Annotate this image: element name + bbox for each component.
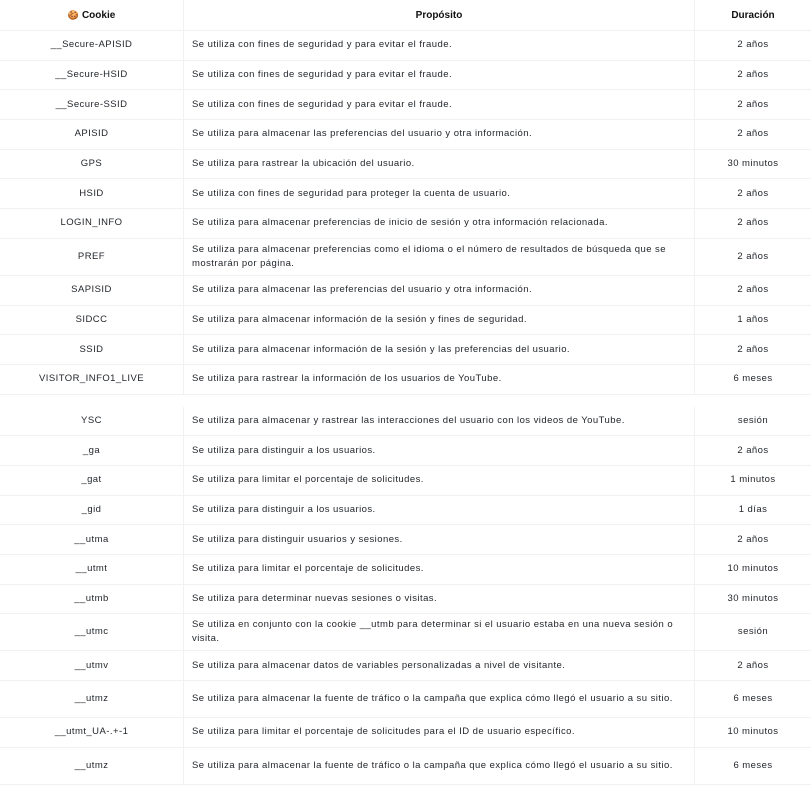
table-row	[0, 555, 811, 585]
cookie-duration: 2 años	[737, 69, 769, 81]
cookie-name: GPS	[80, 158, 103, 170]
header-purpose: Propósito	[183, 0, 695, 30]
cookie-purpose: Se utiliza para distinguir a los usuarios.	[183, 436, 695, 465]
cookie-duration: 2 años	[737, 128, 769, 140]
cookie-duration: sesión	[737, 626, 769, 638]
cookie-duration: 2 años	[737, 39, 769, 51]
table-row	[0, 436, 811, 466]
cookie-name: __utmt_UA-.+-1	[54, 726, 129, 738]
table-row	[0, 209, 811, 239]
cookie-purpose: Se utiliza en conjunto con la cookie __utmb para determinar si el usuario estaba en una nueva sesión o visita.	[183, 614, 695, 650]
cookie-purpose: Se utiliza para distinguir a los usuarios.	[183, 496, 695, 525]
table-row	[0, 150, 811, 180]
cookie-purpose: Se utiliza para almacenar la fuente de tráfico o la campaña que explica cómo llegó el usuario a su sitio.	[183, 748, 695, 784]
table-row	[0, 525, 811, 555]
cookie-duration: 2 años	[737, 659, 769, 671]
cookie-purpose: Se utiliza con fines de seguridad y para evitar el fraude.	[183, 61, 695, 90]
table-row	[0, 614, 811, 651]
cookie-duration: 6 meses	[733, 759, 773, 771]
cookie-purpose: Se utiliza con fines de seguridad y para evitar el fraude.	[183, 31, 695, 60]
table-row	[0, 681, 811, 718]
cookie-name: HSID	[79, 187, 104, 199]
table-body	[0, 31, 811, 785]
cookie-duration: 6 meses	[733, 693, 773, 705]
cookie-duration: 2 años	[737, 343, 769, 355]
cookie-duration: 2 años	[737, 187, 769, 199]
table-row	[0, 31, 811, 61]
cookie-duration: 2 años	[737, 444, 769, 456]
cookie-purpose: Se utiliza para almacenar datos de variables personalizadas a nivel de visitante.	[183, 651, 695, 680]
cookie-duration: sesión	[737, 414, 769, 426]
cookie-duration: 2 años	[737, 250, 769, 262]
cookie-duration: 10 minutos	[727, 563, 779, 575]
header-cookie: 🍪 Cookie	[67, 9, 116, 21]
cookie-duration: 1 años	[737, 313, 769, 325]
cookie-name: SAPISID	[71, 284, 112, 296]
cookie-purpose: Se utiliza para determinar nuevas sesiones o visitas.	[183, 585, 695, 614]
cookie-purpose: Se utiliza para almacenar las preferencias del usuario y otra información.	[183, 276, 695, 305]
table-row	[0, 239, 811, 276]
cookie-duration: 10 minutos	[727, 726, 779, 738]
table-row	[0, 651, 811, 681]
table-row	[0, 585, 811, 615]
cookie-duration: 1 minutos	[730, 474, 776, 486]
table-row	[0, 335, 811, 365]
cookie-name: APISID	[74, 128, 109, 140]
cookie-name: _gid	[81, 503, 102, 515]
cookie-duration: 2 años	[737, 533, 769, 545]
table-row	[0, 179, 811, 209]
cookie-name: __utmz	[74, 759, 109, 771]
cookie-name: SSID	[79, 343, 104, 355]
table-row	[0, 120, 811, 150]
table-header	[0, 0, 811, 31]
cookie-name: __utmz	[74, 693, 109, 705]
cookie-duration: 30 minutos	[727, 593, 779, 605]
table-row	[0, 61, 811, 91]
cookie-purpose: Se utiliza con fines de seguridad para proteger la cuenta de usuario.	[183, 179, 695, 208]
cookie-duration: 30 minutos	[727, 158, 779, 170]
cookie-purpose: Se utiliza para almacenar y rastrear las interacciones del usuario con los videos de YouTube.	[183, 407, 695, 436]
cookie-name: __Secure-APISID	[50, 39, 133, 51]
table-row	[0, 306, 811, 336]
cookie-purpose: Se utiliza para almacenar las preferencias del usuario y otra información.	[183, 120, 695, 149]
cookie-name: __utmc	[74, 626, 109, 638]
cookie-purpose: Se utiliza para almacenar preferencias de inicio de sesión y otra información relacionada.	[183, 209, 695, 238]
table-row	[0, 407, 811, 437]
cookie-name: _gat	[81, 474, 102, 486]
cookie-name: __utma	[74, 533, 109, 545]
section-gap	[0, 395, 811, 407]
cookie-name: PREF	[77, 250, 106, 262]
cookie-purpose: Se utiliza para rastrear la ubicación del usuario.	[183, 150, 695, 179]
cookie-name: __utmb	[74, 593, 109, 605]
table-row	[0, 466, 811, 496]
cookie-duration: 2 años	[737, 98, 769, 110]
cookie-purpose: Se utiliza para limitar el porcentaje de solicitudes.	[183, 466, 695, 495]
cookie-purpose: Se utiliza para almacenar información de la sesión y fines de seguridad.	[183, 306, 695, 335]
cookie-name: __Secure-HSID	[55, 69, 128, 81]
cookie-duration: 1 días	[738, 503, 768, 515]
cookie-name: __utmv	[74, 659, 109, 671]
cookie-name: _ga	[82, 444, 101, 456]
cookie-name: __utmt	[75, 563, 108, 575]
cookie-purpose: Se utiliza para almacenar preferencias como el idioma o el número de resultados de búsqueda que se mostrarán por página.	[183, 239, 695, 275]
cookie-purpose: Se utiliza para almacenar información de la sesión y las preferencias del usuario.	[183, 335, 695, 364]
cookie-duration: 2 años	[737, 284, 769, 296]
cookie-purpose: Se utiliza para limitar el porcentaje de solicitudes.	[183, 555, 695, 584]
cookie-duration: 6 meses	[733, 373, 773, 385]
header-duration: Duración	[731, 9, 775, 21]
table-row	[0, 276, 811, 306]
table-row	[0, 496, 811, 526]
cookie-icon: 🍪	[67, 9, 79, 20]
cookie-duration: 2 años	[737, 217, 769, 229]
cookie-purpose: Se utiliza con fines de seguridad y para evitar el fraude.	[183, 90, 695, 119]
cookie-purpose: Se utiliza para rastrear la información de los usuarios de YouTube.	[183, 365, 695, 394]
cookie-name: __Secure-SSID	[55, 98, 128, 110]
table-row	[0, 718, 811, 748]
cookie-purpose: Se utiliza para distinguir usuarios y sesiones.	[183, 525, 695, 554]
cookie-purpose: Se utiliza para almacenar la fuente de tráfico o la campaña que explica cómo llegó el usuario a su sitio.	[183, 681, 695, 717]
cookie-name: VISITOR_INFO1_LIVE	[38, 373, 145, 385]
cookie-name: LOGIN_INFO	[60, 217, 123, 229]
cookie-name: YSC	[81, 414, 102, 426]
table-row	[0, 90, 811, 120]
table-row	[0, 748, 811, 785]
cookie-purpose: Se utiliza para limitar el porcentaje de solicitudes para el ID de usuario específico.	[183, 718, 695, 747]
cookie-name: SIDCC	[75, 313, 108, 325]
table-row	[0, 365, 811, 395]
